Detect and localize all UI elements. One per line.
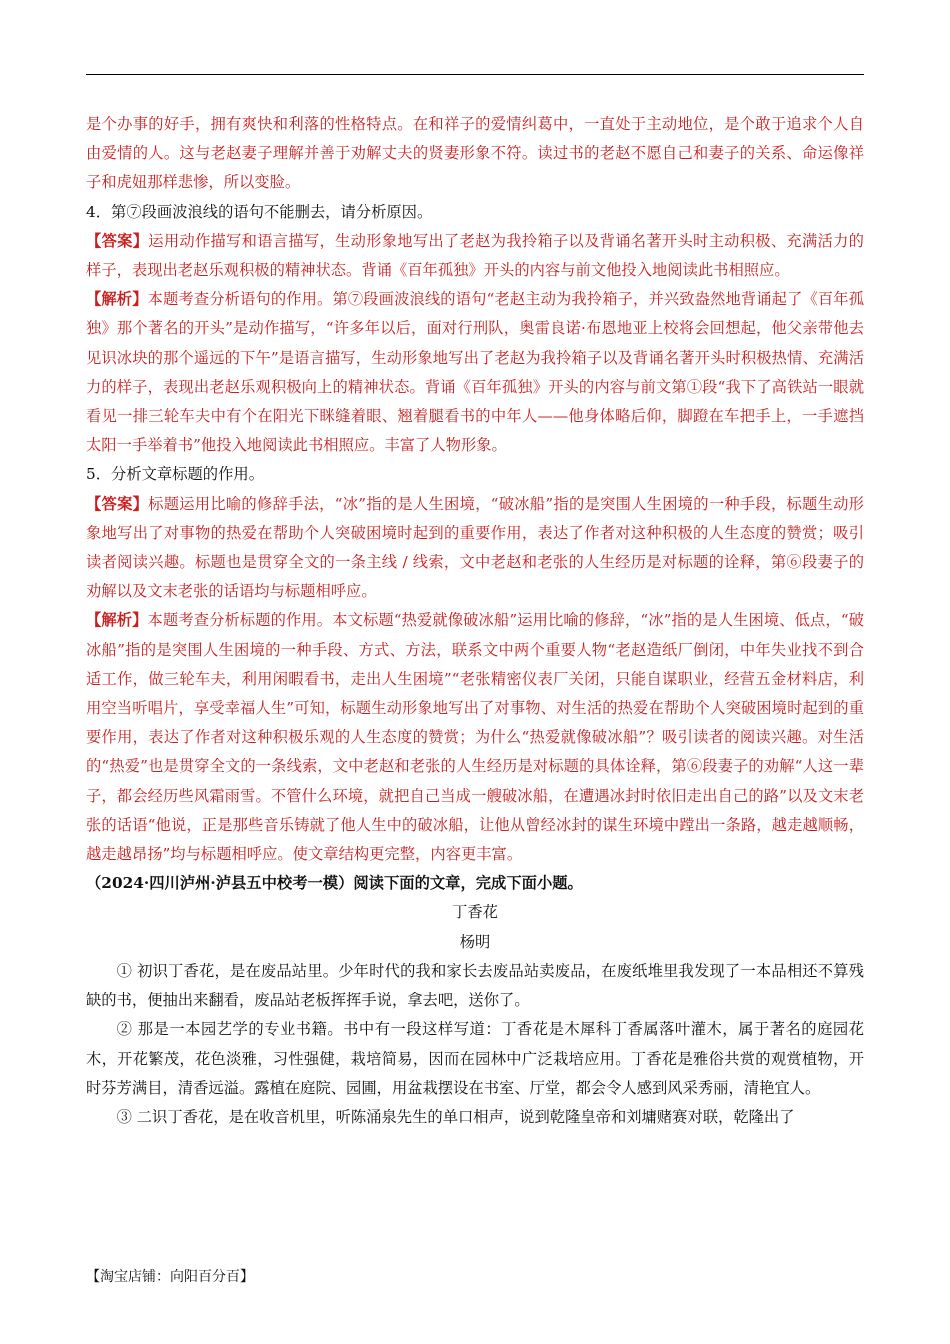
article-title: 丁香花 (452, 903, 498, 922)
analysis-4 (86, 285, 864, 460)
answer-5 (86, 490, 864, 607)
analysis-5-text: 本题考查分析标题的作用。本文标题“热爱就像破冰船”运用比喻的修辞，“冰”指的是人生困境、低点，“破冰船”指的是突围人生困境的一种手段、方式、方法，联系文中两个重要人物“老赵造纸厂倒闭，中年失业找不到合适工作，做三轮车夫，利用闲暇看书，走出人生困境”“老张精密仪表厂关闭，只能自谋职业，经营五金材料店，利用空当听唱片，享受幸福人生”可知，标题生动形象地写出了对事物、对生活的热爱在帮助个人突破困境时起到的重要作用，表达了作者对这种积极乐观的人生态度的赞赏；为什么“热爱就像破冰船”？吸引读者的阅读兴趣。对生活的“热爱”也是贯穿全文的一条线索，文中老赵和老张的人生经历是对标题的具体诠释，第⑥段妻子的劝解“人这一辈子，都会经历些风霜雨雪。不管什么环境，就把自己当成一艘破冰船，在遭遇冰封时依旧走出自己的路”以及文末老张的话语“他说，正是那些音乐铸就了他人生中的破冰船，让他从曾经冰封的谋生环境中蹚出一条路，越走越顺畅，越走越昂扬”均与标题相呼应。使文章结构更完整，内容更丰富。 (86, 611, 864, 864)
header-rule (86, 74, 864, 75)
answer-4-text: 运用动作描写和语言描写，生动形象地写出了老赵为我拎箱子以及背诵名著开头时主动积极、充满活力的样子，表现出老赵乐观积极的精神状态。背诵《百年孤独》开头的内容与前文他投入地阅读此书相照应。 (86, 231, 864, 280)
section-intro: （2024·四川泸州·泸县五中校考一模）阅读下面的文章，完成下面小题。 (86, 874, 583, 893)
analysis-5 (86, 606, 864, 869)
article-author: 杨明 (459, 932, 491, 951)
answer-5-text: 标题运用比喻的修辞手法，“冰”指的是人生困境，“破冰船”指的是突围人生困境的一种手段，标题生动形象地写出了对事物的热爱在帮助个人突破困境时起到的重要作用，表达了作者对这种积极的人生态度的赞赏；吸引读者阅读兴趣。标题也是贯穿全文的一条主线 / 线索，文中老赵和老张的人生经历是对标题的诠释，第⑥段妻子的劝解以及文末老张的话语均与标题相呼应。 (86, 494, 864, 601)
answer-tag: 【答案】 (86, 494, 149, 513)
analysis-tag: 【解析】 (86, 611, 148, 630)
article-paragraph: ① 初识丁香花，是在废品站里。少年时代的我和家长去废品站卖废品，在废纸堆里我发现了一本品相还不算残缺的书，便抽出来翻看，废品站老板挥挥手说，拿去吧，送你了。 (86, 961, 864, 1010)
prev-answer-tail: 是个办事的好手，拥有爽快和利落的性格特点。在和祥子的爱情纠葛中，一直处于主动地位，是个敢于追求个人自由爱情的人。这与老赵妻子理解并善于劝解丈夫的贤妻形象不符。读过书的老赵不愿自己和妻子的关系、命运像祥子和虎妞那样悲惨，所以变脸。 (86, 115, 864, 192)
question-5: 5．分析文章标题的作用。 (86, 465, 264, 484)
shop-footer: 【淘宝店铺：向阳百分百】 (86, 1269, 254, 1285)
answer-tag: 【答案】 (86, 231, 149, 250)
analysis-tag: 【解析】 (86, 290, 148, 309)
article-paragraph: ③ 二识丁香花，是在收音机里，听陈涌泉先生的单口相声，说到乾隆皇帝和刘墉赌赛对联，乾隆出了 (116, 1107, 795, 1126)
answer-4 (86, 227, 864, 285)
document-body (86, 110, 864, 1132)
article-paragraph: ② 那是一本园艺学的专业书籍。书中有一段这样写道：丁香花是木犀科丁香属落叶灌木，属于著名的庭园花木，开花繁茂，花色淡雅，习性强健，栽培简易，因而在园林中广泛栽培应用。丁香花是雅俗共赏的观赏植物，开时芬芳满目，清香远溢。露植在庭院、园圃，用盆栽摆设在书室、厅堂，都会令人感到风采秀丽，清艳宜人。 (86, 1020, 864, 1097)
question-4: 4．第⑦段画波浪线的语句不能删去，请分析原因。 (86, 202, 433, 221)
analysis-4-text: 本题考查分析语句的作用。第⑦段画波浪线的语句“老赵主动为我拎箱子，并兴致盎然地背诵起了《百年孤独》那个著名的开头”是动作描写，“许多年以后，面对行刑队，奥雷良诺·布恩地亚上校将会回想起，他父亲带他去见识冰块的那个遥远的下午”是语言描写，生动形象地写出了老赵为我拎箱子以及背诵名著开头时积极热情、充满活力的样子，表现出老赵乐观积极向上的精神状态。背诵《百年孤独》开头的内容与前文第①段“我下了高铁站一眼就看见一排三轮车夫中有个在阳光下眯缝着眼、翘着腿看书的中年人——他身体略后仰，脚蹬在车把手上，一手遮挡太阳一手举着书”他投入地阅读此书相照应。丰富了人物形象。 (86, 290, 864, 455)
